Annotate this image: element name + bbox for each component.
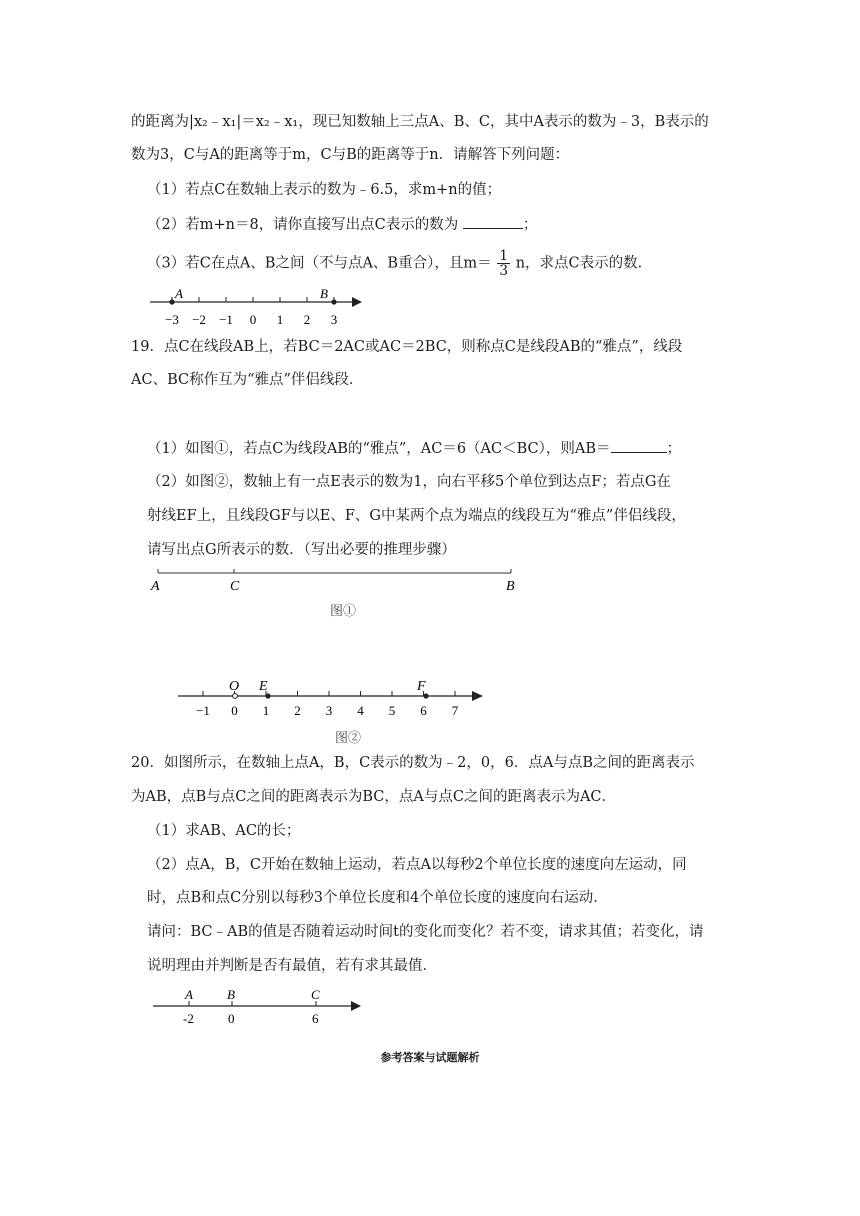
q18-part3-after: n，求点C表示的数． xyxy=(515,255,653,272)
fraction xyxy=(497,249,510,278)
q20-line1: 20．如图所示，在数轴上点A，B，C表示的数为﹣2，0，6．点A与点B之间的距离表示 xyxy=(131,755,695,771)
q19-part2-line1: （2）如图②，数轴上有一点E表示的数为1，向右平移5个单位到达点F；若点G在 xyxy=(147,474,671,490)
tick-label: 0 xyxy=(249,312,257,327)
figure2-caption: 图② xyxy=(335,730,362,745)
axis-arrow xyxy=(352,297,362,307)
tick-label: 0 xyxy=(231,703,238,718)
tick-label: 6 xyxy=(420,703,427,718)
tick-label: 7 xyxy=(451,703,459,718)
q18-part2-text: （2）若m+n＝8，请你直接写出点C表示的数为 xyxy=(147,217,459,233)
answer-blank xyxy=(463,214,523,229)
q19-part2-line2: 射线EF上，且线段GF与以E、F、G中某两个点为端点的线段互为“雅点”伴侣线段， xyxy=(147,508,686,524)
tick-label: −1 xyxy=(196,703,210,718)
point-o-label: O xyxy=(229,679,240,694)
tick-label: 3 xyxy=(330,312,338,327)
label-a: A xyxy=(151,579,160,594)
q19-part2-line3: 请写出点G所表示的数．（写出必要的推理步骤） xyxy=(147,542,456,558)
q19-line2: AC、BC称作互为“雅点”伴侣线段． xyxy=(131,372,364,388)
tick-label: 5 xyxy=(388,703,396,718)
tick-label: 2 xyxy=(303,312,311,327)
q18-number-line xyxy=(140,284,380,334)
tick-label-b: 0 xyxy=(228,1011,235,1026)
point-a-label: A xyxy=(185,987,193,1002)
tick-label: 1 xyxy=(276,312,284,327)
point-o-dot xyxy=(233,694,238,699)
q18-part2-end: ； xyxy=(522,217,538,233)
figure1-caption: 图① xyxy=(330,603,357,618)
q20-number-line xyxy=(145,983,375,1033)
tick-label: 4 xyxy=(357,703,364,718)
point-a-label: A xyxy=(175,286,183,301)
point-e-dot xyxy=(265,693,270,698)
point-c-label: C xyxy=(311,987,320,1002)
q20-part1: （1）求AB、AC的长； xyxy=(147,823,301,839)
answer-blank xyxy=(611,438,667,453)
q19-figure1 xyxy=(145,565,525,629)
fraction-numerator: 1 xyxy=(499,248,509,264)
label-c: C xyxy=(230,579,240,594)
point-b-label: B xyxy=(320,286,328,301)
q18-part1: （1）若点C在数轴上表示的数为﹣6.5，求m+n的值； xyxy=(147,182,502,198)
tick-label: 1 xyxy=(262,703,270,718)
axis-arrow xyxy=(351,1001,361,1011)
point-f-label: F xyxy=(417,679,426,694)
q20-part2-line2: 时，点B和点C分别以每秒3个单位长度和4个单位长度的速度向右运动． xyxy=(147,890,608,906)
point-a-dot xyxy=(169,299,174,304)
point-f-dot xyxy=(423,693,428,698)
tick-label-a: -2 xyxy=(183,1011,194,1026)
tick-label: 2 xyxy=(294,703,301,718)
point-b-dot xyxy=(331,299,336,304)
q19-line1: 19．点C在线段AB上，若BC＝2AC或AC＝2BC，则称点C是线段AB的“雅点”，线段 xyxy=(131,339,683,355)
tick-label-c: 6 xyxy=(312,1011,319,1026)
q18-intro-line2: 数为3，C与A的距离等于m，C与B的距离等于n．请解答下列问题： xyxy=(131,147,570,163)
q18-part3-before: （3）若C在点A、B之间（不与点A、B重合），且m＝ xyxy=(147,255,492,272)
tick-label: −3 xyxy=(165,312,179,327)
q20-question-line2: 说明理由并判断是否有最值，若有求其最值． xyxy=(147,958,437,974)
q20-line2: 为AB，点B与点C之间的距离表示为BC，点A与点C之间的距离表示为AC． xyxy=(131,789,617,805)
q18-part3 xyxy=(147,249,652,278)
tick-label: 3 xyxy=(325,703,333,718)
answer-section-title: 参考答案与试题解析 xyxy=(380,1051,480,1064)
q18-part2 xyxy=(147,214,537,235)
q19-part1-text: （1）如图①，若点C为线段AB的“雅点”，AC＝6（AC＜BC），则AB＝ xyxy=(147,441,611,457)
q19-part1-end: ； xyxy=(666,441,682,457)
axis-arrow xyxy=(472,691,483,701)
q20-question-line1: 请问：BC﹣AB的值是否随着运动时间t的变化而变化？若不变，请求其值；若变化，请 xyxy=(147,924,704,940)
point-e-label: E xyxy=(259,679,268,694)
q20-part2-line1: （2）点A，B，C开始在数轴上运动，若点A以每秒2个单位长度的速度向左运动，同 xyxy=(147,857,687,873)
label-b: B xyxy=(506,579,515,594)
tick-label: −2 xyxy=(192,312,206,327)
tick-label: −1 xyxy=(219,312,233,327)
q18-intro-line1: 的距离为|x₂﹣x₁|＝x₂﹣x₁，现已知数轴上三点A、B、C，其中A表示的数为﹣3，B表示的 xyxy=(131,114,709,130)
point-b-label: B xyxy=(227,987,235,1002)
q19-figure2 xyxy=(170,675,500,755)
fraction-denominator: 3 xyxy=(499,263,509,279)
q19-part1 xyxy=(147,438,681,459)
